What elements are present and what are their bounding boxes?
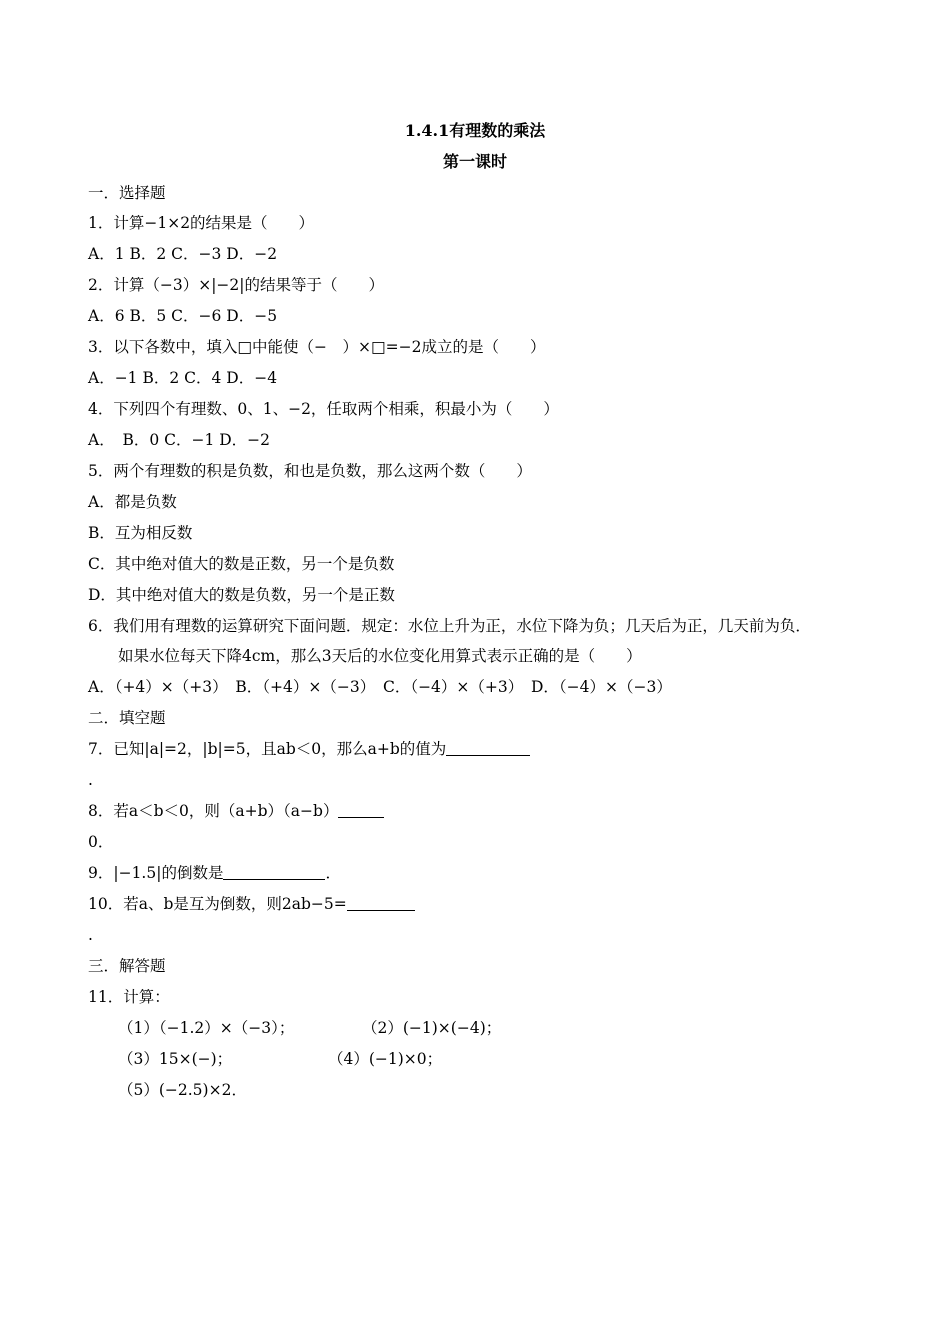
question-2: 2．计算（−3）×|−2|的结果等于（ ） xyxy=(88,276,384,294)
question-1: 1．计算−1×2的结果是（ ） xyxy=(88,214,315,232)
section-heading-fill: 二．填空题 xyxy=(88,709,166,727)
question-9-text: 9．|−1.5|的倒数是 xyxy=(88,864,224,882)
question-5-option-c: C．其中绝对值大的数是正数，另一个是负数 xyxy=(88,555,395,573)
question-7-tail: . xyxy=(88,771,93,789)
question-11: 11．计算： xyxy=(88,988,170,1006)
question-1-options: A．1 B．2 C．−3 D．−2 xyxy=(88,245,278,263)
question-3-options: A．−1 B．2 C．4 D．−4 xyxy=(88,369,278,387)
question-8-tail: 0． xyxy=(88,833,114,851)
question-5-option-d: D．其中绝对值大的数是负数，另一个是正数 xyxy=(88,586,395,604)
question-11-part-3: （3）15×(−)； xyxy=(118,1050,233,1068)
page-title: 1.4.1有理数的乘法 xyxy=(404,121,546,140)
question-4: 4．下列四个有理数、0、1、−2，任取两个相乘，积最小为（ ） xyxy=(88,400,559,418)
question-6-line-1: 6．我们用有理数的运算研究下面问题．规定：水位上升为正，水位下降为负；几天后为正，几天前为负． xyxy=(88,617,811,635)
question-8 xyxy=(88,801,384,821)
question-11-part-4: （4）(−1)×0； xyxy=(328,1050,443,1068)
question-4-options: A． B．0 C．−1 D．−2 xyxy=(88,431,271,449)
question-7 xyxy=(88,739,530,759)
question-5-option-b: B．互为相反数 xyxy=(88,524,193,542)
answer-blank[interactable] xyxy=(446,739,530,756)
section-heading-choice: 一．选择题 xyxy=(88,184,166,202)
question-6-options: A．（+4）×（+3） B．（+4）×（−3） C．（−4）×（+3） D．（−4）×（−3） xyxy=(88,678,672,696)
page-subtitle: 第一课时 xyxy=(442,152,507,171)
answer-blank[interactable] xyxy=(338,801,384,818)
question-10-text: 10．若a、b是互为倒数，则2ab−5= xyxy=(88,895,347,913)
question-11-part-2: （2）(−1)×(−4)； xyxy=(362,1019,502,1037)
question-7-text: 7．已知|a|=2，|b|=5，且ab＜0，那么a+b的值为 xyxy=(88,740,447,758)
question-8-text: 8．若a＜b＜0，则（a+b）（a−b） xyxy=(88,802,339,820)
question-11-part-1: （1）（−1.2）×（−3）； xyxy=(118,1019,295,1037)
question-2-options: A．6 B．5 C．−6 D．−5 xyxy=(88,307,278,325)
question-5: 5．两个有理数的积是负数，和也是负数，那么这两个数（ ） xyxy=(88,462,532,480)
question-10 xyxy=(88,894,415,914)
answer-blank[interactable] xyxy=(223,863,325,880)
question-11-part-5: （5）(−2.5)×2． xyxy=(118,1081,247,1099)
answer-blank[interactable] xyxy=(347,894,415,911)
question-9 xyxy=(88,863,341,883)
question-3: 3．以下各数中，填入□中能使（− ）×□=−2成立的是（ ） xyxy=(88,338,546,356)
question-9-end: ． xyxy=(325,864,341,882)
question-6-line-2: 如果水位每天下降4cm，那么3天后的水位变化用算式表示正确的是（ ） xyxy=(118,647,642,665)
question-5-option-a: A．都是负数 xyxy=(88,493,177,511)
question-10-tail: . xyxy=(88,926,93,944)
section-heading-solve: 三．解答题 xyxy=(88,957,166,975)
